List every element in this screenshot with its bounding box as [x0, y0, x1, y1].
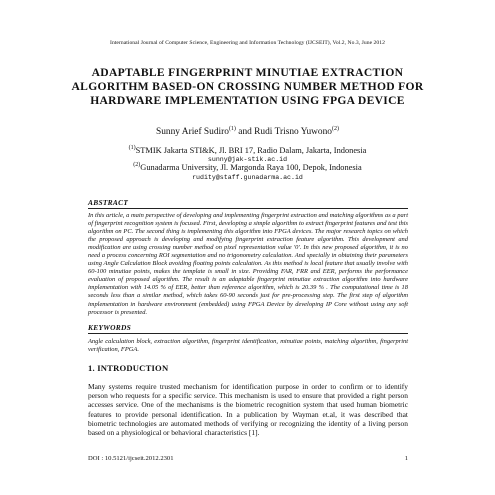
- introduction-heading: 1. INTRODUCTION: [88, 363, 169, 373]
- author-line: [0, 127, 495, 137]
- affiliation-1-email: sunny@jak-stik.ac.id: [207, 156, 288, 163]
- introduction-body: Many systems require trusted mechanism for identification purpose in order to confirm or to identify person who requests for a specific service. This mechanism is used to ensure that provided a right person accesses service. One of the mechanisms is the biometric recognition system that used human biometric features to provide personal identification. In a publication by Wayman et.al, it was described that biometric technologies are automated methods of verifying or recognizing the identity of a living person based on a physiological or behavioral characteristics [1].: [88, 382, 408, 438]
- author-conjunction: and: [238, 127, 252, 137]
- doi-footer: DOI : 10.5121/ijcseit.2012.2301: [88, 455, 174, 462]
- author-2-name: Rudi Trisno Yuwono: [254, 127, 332, 137]
- author-1-mark: (1): [228, 125, 236, 132]
- affiliation-2-email: rudity@staff.gunadarma.ac.id: [192, 174, 303, 181]
- page-number: 1: [404, 455, 408, 462]
- affiliation-2-text: Gunadarma University, Jl. Margonda Raya 100, Depok, Indonesia: [140, 163, 362, 172]
- keywords-divider: [88, 333, 408, 334]
- author-2-mark: (2): [331, 125, 339, 132]
- abstract-divider: [88, 208, 408, 209]
- affiliation-2: [0, 163, 495, 172]
- affiliation-1: [0, 146, 495, 155]
- affiliation-2-mark: (2): [133, 162, 141, 169]
- author-1-name: Sunny Arief Sudiro: [156, 127, 229, 137]
- keywords-body: Angle calculation block, extraction algorithm, fingerprint identification, minutiae points, matching algorithm, fingerprint verification, FPGA.: [88, 338, 408, 354]
- affiliation-1-text: STMIK Jakarta STI&K, Jl. BRI 17, Radio Dalam, Jakarta, Indonesia: [135, 146, 367, 155]
- keywords-heading: KEYWORDS: [88, 323, 132, 332]
- paper-title: ADAPTABLE FINGERPRINT MINUTIAE EXTRACTION ALGORITHM BASED-ON CROSSING NUMBER METHOD FOR HARDWARE IMPLEMENTATION USING FPGA DEVICE: [71, 66, 424, 107]
- affiliation-1-mark: (1): [128, 145, 136, 152]
- abstract-body: In this article, a main perspective of developing and implementing fingerprint extraction and matching algorithms as a part of fingerprint recognition system is focused. First, developing a simple algorithm to extract fingerprint features and test this algorithm on PC. The second thing is implementing this algorithm into FPGA devices. The major research topics on which the proposed approach is developing and modifying fingerprint extraction feature algorithm. This development and modification are using crossing number method on pixel representation value '0'. In this new proposed algorithm, it is no need a process concerning ROI segmentation and no trigonometry calculation. And specially in obtaining their parameters using Angle Calculation Block avoiding floating points calculation. As this method is local feature that usually involve with 60-100 minutiae points, makes the template is small in size. Providing FAR, FRR and EER, performs the performance evaluation of proposed algorithm. The result is an adaptable fingerprint minutiae extraction algorithm into hardware implementation with 14.05 % of EER, better than reference algorithm, which is 20.39 % . The computational time is 18 seconds less than a similar method, which takes 60-90 seconds just for pre-processing step. The first step of algorithm implementation in hardware environment (embedded) using FPGA Device by developing IP Core without using any soft processor is presented.: [88, 212, 408, 316]
- abstract-heading: ABSTRACT: [88, 198, 129, 207]
- journal-header: International Journal of Computer Science, Engineering and Information Technology (IJCSEIT), Vol.2, No.3, June 2012: [110, 40, 385, 46]
